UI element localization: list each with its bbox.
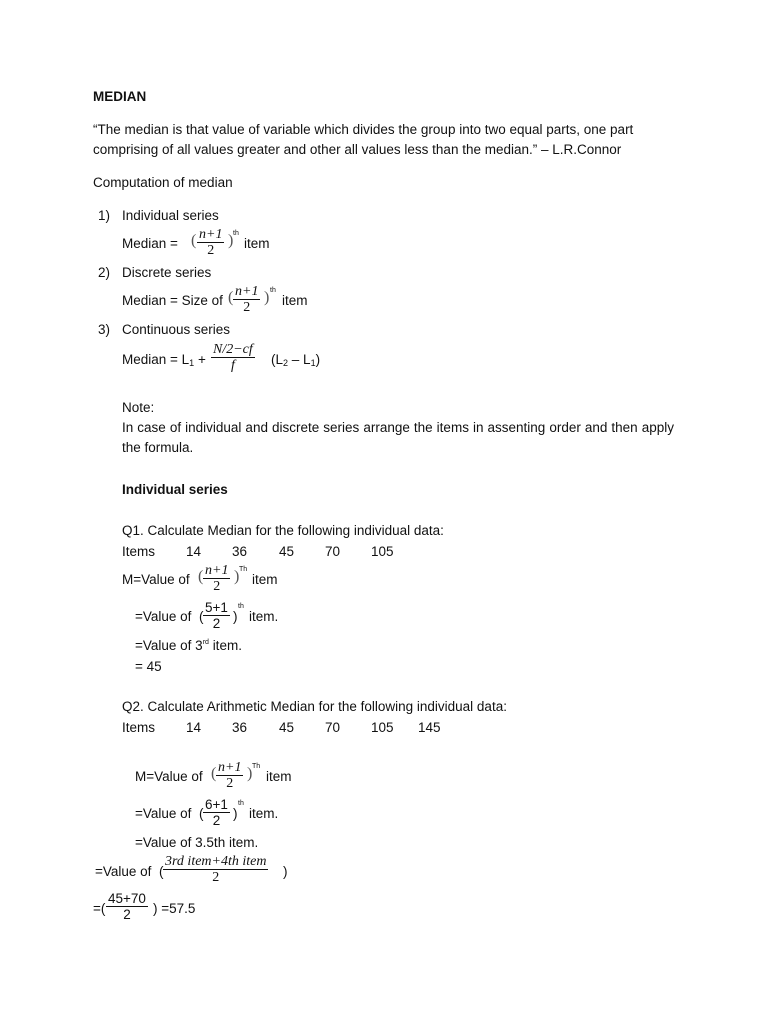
page-title: MEDIAN [93,89,147,104]
q1-result: = 45 [135,659,162,674]
method-2-formula-suffix: item [282,293,308,308]
definition-quote-line-2: comprising of all values greater and other all values less than the median.” – L.R.Connor [93,142,622,157]
q1-item: 36 [232,544,248,559]
fraction-denominator: 2 [212,616,221,631]
fraction-denominator: 2 [213,579,221,594]
q2-item: 36 [232,720,248,735]
q1-item: 14 [186,544,202,559]
paren-open: ( [199,609,204,624]
fraction-denominator: 2 [207,243,215,258]
q1-step2-fraction [203,600,230,631]
paren-close: ) [233,806,238,821]
fraction-numerator: n+1 [235,284,259,299]
q1-item: 45 [279,544,295,559]
ordinal-superscript: th [233,230,239,237]
q2-step3: =Value of 3.5th item. [135,835,259,850]
paren-open: ( [198,568,204,585]
q2-item: 145 [418,720,441,735]
method-name-2: Discrete series [122,265,212,280]
q1-step1-suffix: item [252,572,278,587]
method-1-formula-suffix: item [244,236,270,251]
q2-step1-prefix: M=Value of [135,769,203,784]
q1-item: 105 [371,544,394,559]
paren-open: ( [199,806,204,821]
q1-step2-prefix: =Value of [135,609,192,624]
q2-step4-prefix: =Value of [95,864,152,879]
paren-close: ) [234,568,240,585]
ordinal-superscript: Th [252,763,261,770]
fraction-numerator: n+1 [199,227,223,242]
method-3-formula-suffix: $(L_2 - L_1)$ [271,352,321,368]
fraction-denominator: 2 [212,813,221,828]
fraction-numerator: 3rd item+4th item [165,854,267,869]
q2-question: Q2. Calculate Arithmetic Median for the following individual data: [122,699,507,714]
method-3-fraction [211,342,255,373]
ordinal-superscript: Th [239,566,248,573]
fraction-denominator: 2 [243,300,251,315]
note-label: Note: [122,400,155,415]
method-2-fraction [233,284,260,315]
computation-heading: Computation of median [93,175,233,190]
fraction-denominator: 2 [123,907,131,922]
section-heading: Individual series [122,482,228,497]
q1-step3: =Value of 3rd item. [135,638,242,653]
fraction-numerator: N/2−cf [213,342,253,357]
q2-step5-prefix: =( [93,901,106,916]
q2-step5-fraction [106,891,148,922]
q2-items-label: Items [122,720,156,735]
ordinal-superscript: th [238,603,244,610]
q1-items-label: Items [122,544,156,559]
q1-step2-suffix: item. [249,609,279,624]
paren-close: ) [233,609,238,624]
fraction-numerator: 5+1 [205,600,228,615]
q2-step5-result: ) =57.5 [153,901,196,916]
q1-item: 70 [325,544,341,559]
note-text: In case of individual and discrete series arrange the items in assenting order and then apply the formula. [122,420,674,455]
method-3-formula-prefix: Median = $L_1$ + [122,352,206,368]
paren-close: ) [283,864,288,879]
method-2-formula-prefix: Median = Size of [122,293,223,308]
fraction-numerator: n+1 [218,760,242,775]
q2-item: 70 [325,720,341,735]
q2-step2-prefix: =Value of [135,806,192,821]
ordinal-superscript: th [270,287,276,294]
fraction-denominator: f [230,358,235,373]
q2-item: 105 [371,720,394,735]
fraction-denominator: 2 [212,870,220,885]
fraction-numerator: 45+70 [108,891,146,906]
paren-open: ( [228,289,234,306]
paren-open: ( [191,232,197,249]
fraction-numerator: n+1 [205,563,229,578]
fraction-numerator: 6+1 [205,797,228,812]
definition-quote-line-1: “The median is that value of variable which divides the group into two equal parts, one part [93,122,634,137]
q2-step1-suffix: item [266,769,292,784]
q2-step4-fraction [163,854,268,885]
method-1-fraction [197,227,224,258]
paren-open: ( [159,864,164,879]
q2-step2-suffix: item. [249,806,279,821]
q2-item: 45 [279,720,295,735]
q2-step1-fraction [216,760,243,791]
q1-step1-fraction [203,563,230,594]
paren-close: ) [228,232,234,249]
paren-close: ) [247,765,253,782]
method-name-1: Individual series [122,208,219,223]
ordinal-superscript: th [238,800,244,807]
q1-step1-prefix: M=Value of [122,572,190,587]
q2-item: 14 [186,720,202,735]
paren-open: ( [211,765,217,782]
method-1-formula-prefix: Median = [122,236,178,251]
method-number-3: 3) [98,322,111,337]
fraction-denominator: 2 [226,776,234,791]
method-name-3: Continuous series [122,322,231,337]
method-number-1: 1) [98,208,111,223]
q2-step2-fraction [203,797,230,828]
method-number-2: 2) [98,265,111,280]
q1-question: Q1. Calculate Median for the following individual data: [122,523,444,538]
paren-close: ) [264,289,270,306]
